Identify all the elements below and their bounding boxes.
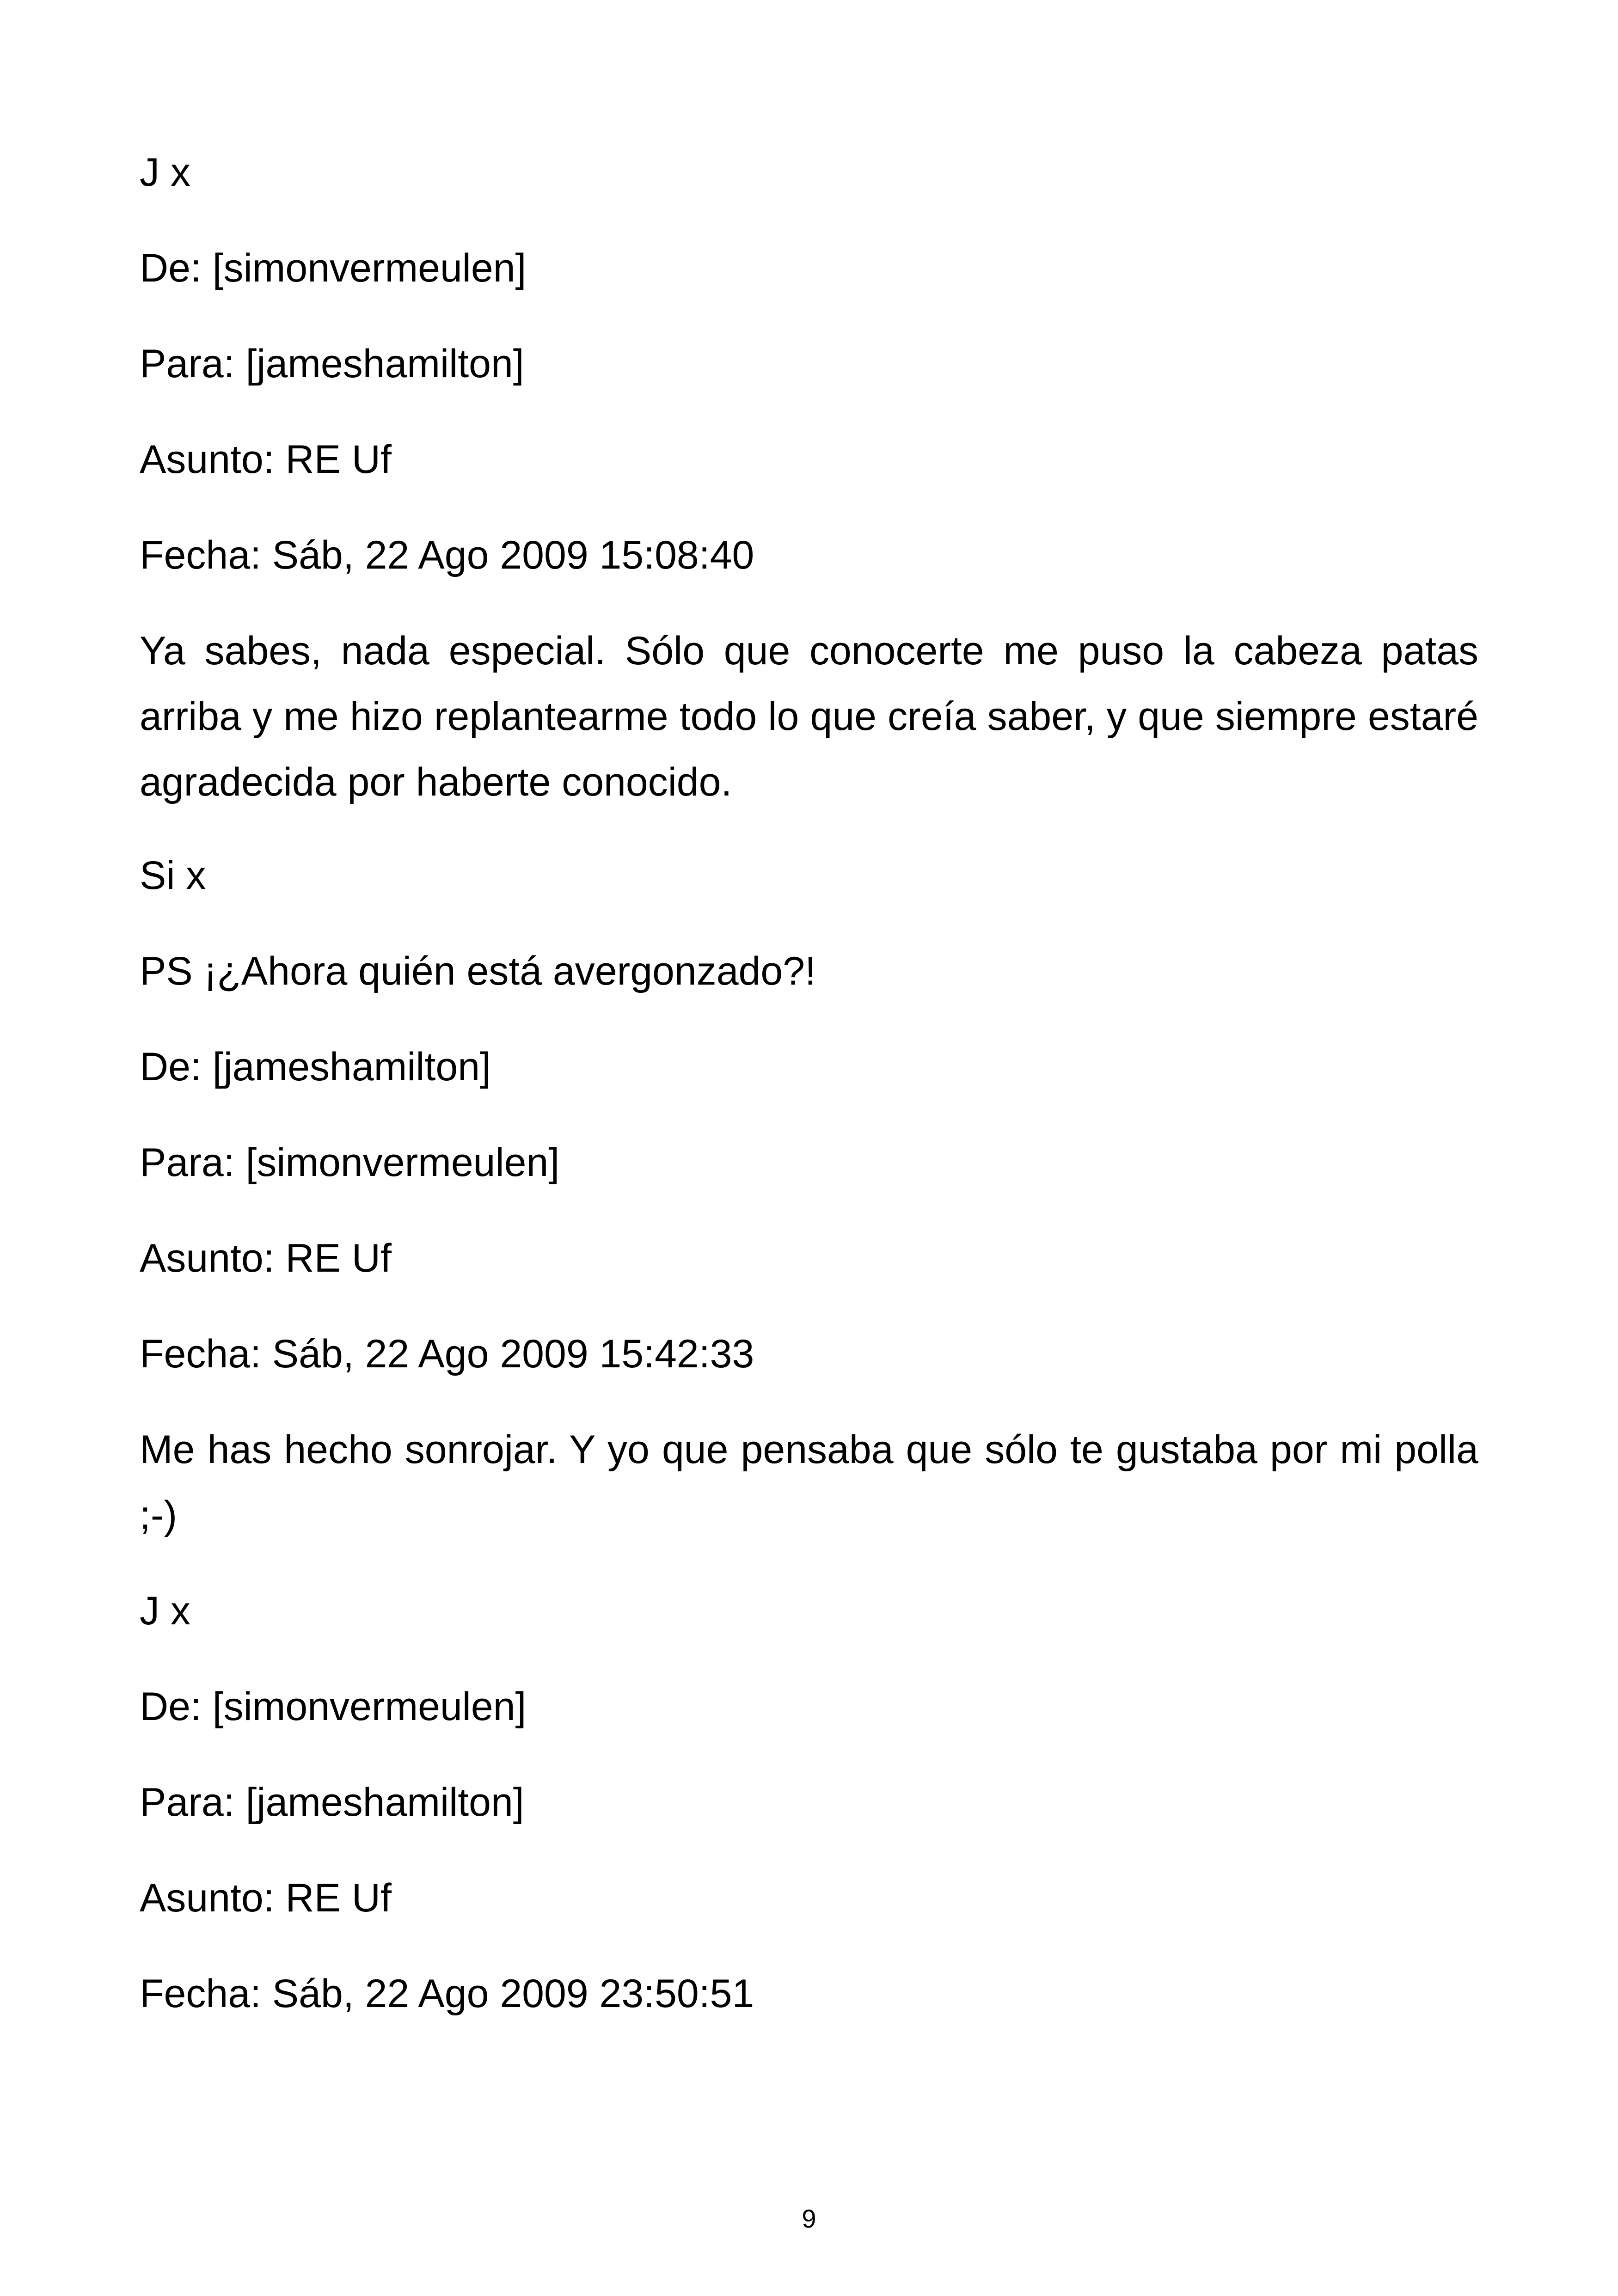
email-from: De: [jameshamilton] [140,1045,491,1089]
email-to: Para: [simonvermeulen] [140,1140,560,1185]
email-date: Fecha: Sáb, 22 Ago 2009 15:42:33 [140,1332,754,1376]
email-date: Fecha: Sáb, 22 Ago 2009 23:50:51 [140,1971,754,2016]
email-body-paragraph: Ya sabes, nada especial. Sólo que conocerte me puso la cabeza patas arriba y me hizo replantearme todo lo que creía saber, y que siempre estaré agradecida por haberte conocido. [140,629,1478,804]
postscript-line: PS ¡¿Ahora quién está avergonzado?! [140,949,816,993]
email-to: Para: [jameshamilton] [140,342,524,386]
email-from: De: [simonvermeulen] [140,246,527,290]
email-subject: Asunto: RE Uf [140,1236,392,1280]
email-from: De: [simonvermeulen] [140,1684,527,1729]
email-subject: Asunto: RE Uf [140,1876,392,1920]
signature-line: Si x [140,853,206,898]
email-date: Fecha: Sáb, 22 Ago 2009 15:08:40 [140,533,754,577]
email-body-paragraph: Me has hecho sonrojar. Y yo que pensaba que sólo te gustaba por mi polla ;-) [140,1427,1478,1537]
page-number: 9 [802,2204,816,2233]
signature-line: J x [140,1589,190,1633]
signature-line: J x [140,150,190,195]
email-to: Para: [jameshamilton] [140,1780,524,1825]
email-subject: Asunto: RE Uf [140,437,392,482]
